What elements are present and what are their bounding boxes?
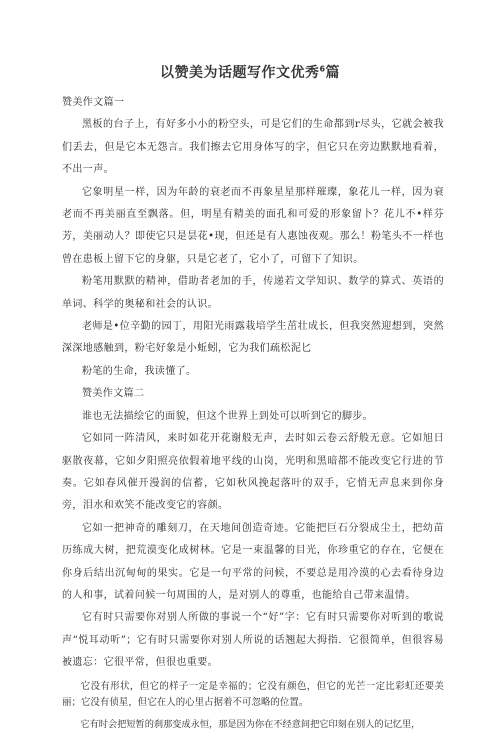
section-heading: 赞美作文篇一	[62, 97, 125, 108]
section-heading: 赞美作文篇二	[82, 388, 145, 400]
document-body	[62, 92, 444, 733]
paragraph: 它有时只需要你对别人所做的事说一个“好”字：它有时只需要你对听到的歌说声“悦耳动听”；它有时只需要你对别人所说的话翘起大拇指．它很简单，但很容易被遗忘：它很平常，但很也重要。	[62, 612, 444, 669]
paragraph: 老师是•位辛勤的园丁，用阳光雨露栽培学生茁壮成长，但我突然迎想到，突然深深地感触到，粉宅好象是小蚯蚓，它为我们疏松泥匕	[62, 321, 444, 355]
document-title	[0, 62, 500, 82]
paragraph: 粉笔的生命，我读懂了。	[82, 365, 197, 377]
paragraph: 粉笔用默默的精神，借助者老加的手，传递若文学知识、数学的算式、英语的单词、科学的奥秘和社会的认识。	[62, 276, 444, 310]
title-main: 以赞美为话题写作文优秀	[159, 65, 320, 81]
paragraph: 它如一把神奇的雕刻刀，在天地间创造奇迹。它能把巨石分裂成尘土，把幼苗历练成大树，把荒漠变化成树林。它是一束温馨的目光，你珍重它的存在，它便在你身后结出沉甸甸的果实。它是一句平常的问候，不要总是用冷漠的心去看待身边的人和事，试着问候一句周围的人，是对别人的尊重，也能给自己带来温情。	[62, 522, 444, 601]
paragraph: 谁也无法描绘它的面貌，但这个世界上到处可以听到它的脚步。	[82, 410, 374, 422]
paragraph: 它没有形状，但它的样子一定是幸福的；它没有颜色，但它的光芒一定比彩虹还要美丽；它没有侦星，但它在人的心里占据着不可忽略的位置。	[62, 680, 444, 709]
paragraph: 它有时会把短暂的刹那变成永恒，那是因为你在不经意间把它印刻在别人的记忆里，	[80, 718, 421, 730]
paragraph: 它如同一阵清风，来时如花开花谢般无声，去时如云卷云舒般无意。它如旭日驱散夜幕，它如夕阳照亮依假着地平线的山岗，光明和黑暗都不能改变它行进的节奏。它如春风催开漫润的信蓄，它如秋风挽起落叶的双手，它悄无声息来到你身旁，泪水和欢笑不能改变它的容颜。	[62, 433, 444, 512]
title-number: 6	[319, 64, 326, 74]
paragraph: 黑板的台子上，有好多小小的粉空头，可是它们的生命都到r尽头，它就会被我们丢去，但是它本无怨言。我们擦去它用身体写的字，但它只在旁边默默地看着，不出一声。	[62, 119, 444, 176]
title-end: 篇	[325, 65, 341, 81]
paragraph: 它象明星一样，因为年龄的衰老而不再象星星那样璀璨，象花儿一样，因为衰老而不再美丽直至飘落。但，明星有精美的面孔和可爱的形象留卜？花儿不•样芬芳，美丽动人？即使它只是昙花•现，但还是有人惠蚀夜观。那么！粉笔头不一样也曾在患板上留下它的身躯，只是它老了，它小了，可留下了知识。	[62, 186, 444, 265]
